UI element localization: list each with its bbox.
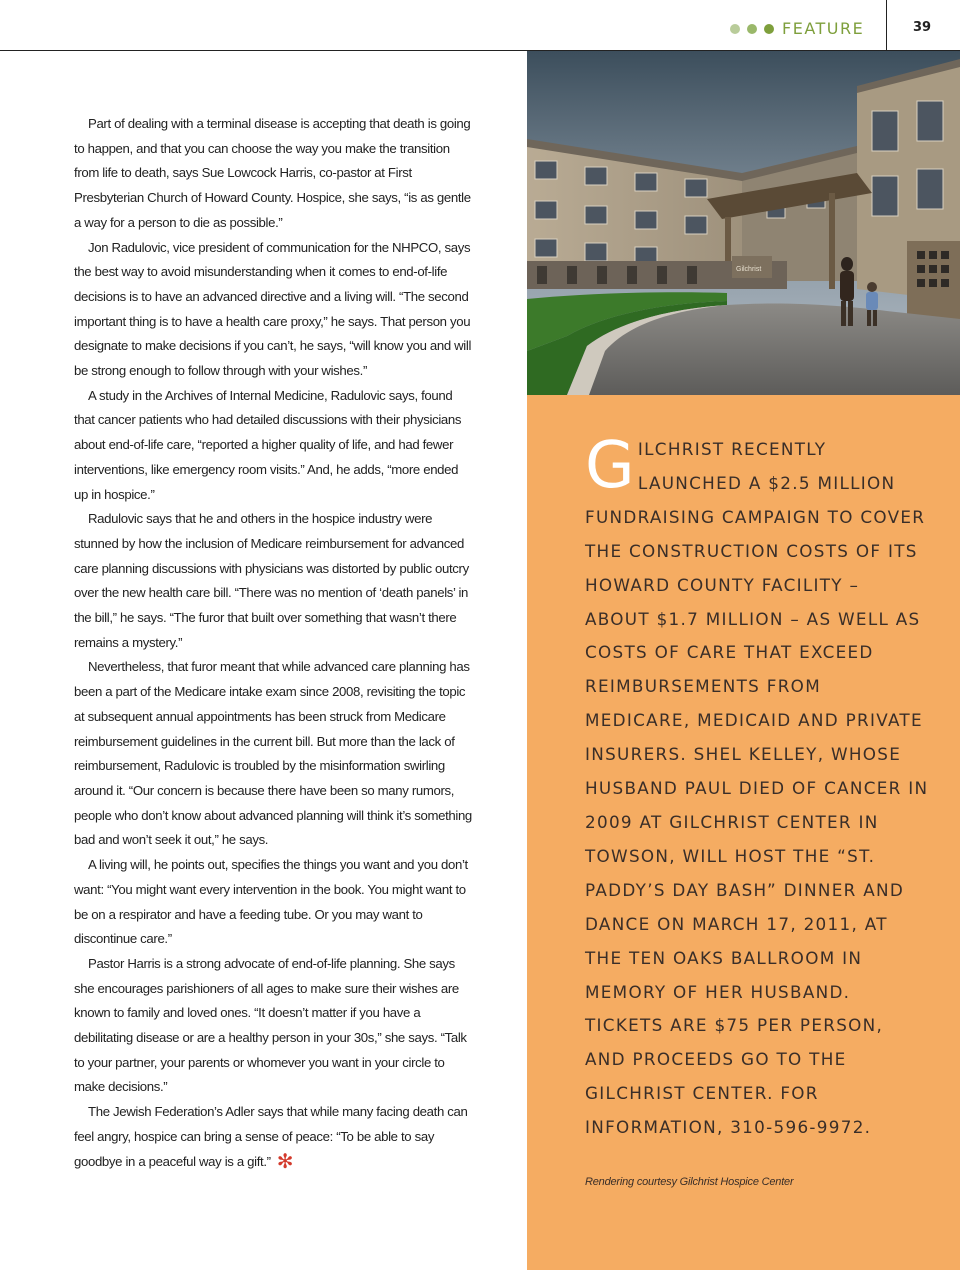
section-label: FEATURE bbox=[782, 19, 865, 38]
sidebar-callout bbox=[585, 429, 930, 1145]
article-paragraph-text: The Jewish Federation’s Adler says that while many facing death can feel angry, hospice can bring a sense of peace: “To be able to say goodbye in a peaceful way is a gift.” bbox=[74, 1104, 468, 1169]
section-dot bbox=[747, 24, 757, 34]
end-mark-icon: ✻ bbox=[276, 1150, 294, 1173]
drop-cap: G bbox=[585, 429, 636, 503]
article-paragraph: Pastor Harris is a strong advocate of end-of-life planning. She says she encourages parishioners of all ages to make sure their wishes are known to family and loved ones. “It doesn’t matter if you have a debilitating disease or are a healthy person in your 30s,” she says. “Talk to your partner, your parents or whomever you want in your circle to make decisions.” bbox=[74, 955, 467, 1095]
article-paragraph: A living will, he points out, specifies the things you want and you don’t want: “You might want every intervention in the book. You might want to be on a respirator and have a feeding tube. Or you may want to discontinue care.” bbox=[74, 857, 468, 947]
article-paragraph: Jon Radulovic, vice president of communication for the NHPCO, says the best way to avoid misunderstanding when it comes to end-of-life decisions is to have an advanced directive and a living will. “The second important thing is to have a health care proxy,” he says. That person you designate to make decisions if you can’t, he says, “will know you and will be strong enough to follow through with your wishes.” bbox=[74, 239, 472, 379]
article-paragraph: Nevertheless, that furor meant that while advanced care planning has been a part of the Medicare intake exam since 2008, revisiting the topic at subsequent annual appointments has been struck from Medicare reimbursement guidelines in the current bill. But more than the lack of reimbursement, Radulovic is troubled by the misinformation swirling around it. “Our concern is because there have been so many rumors, people who don’t know about advanced planning will think it’s something bad and won’t seek it out,” he says. bbox=[74, 659, 472, 848]
sidebar-panel bbox=[527, 395, 960, 1270]
article-paragraph: Part of dealing with a terminal disease is accepting that death is going to happen, and that you can choose the way you make the transition from life to death, says Sue Lowcock Harris, co-pastor at First Presbyterian Church of Howard County. Hospice, she says, “is as gentle a way for a person to die as possible.” bbox=[74, 116, 471, 230]
header-divider bbox=[886, 0, 887, 50]
section-dot bbox=[730, 24, 740, 34]
section-dots bbox=[730, 24, 774, 34]
article-paragraph: A study in the Archives of Internal Medicine, Radulovic says, found that cancer patients who had detailed discussions with their physicians about end-of-life care, “reported a higher quality of life, and had fewer interventions, like emergency room visits.” And, he adds, “more ended up in hospice.” bbox=[74, 387, 462, 502]
article-paragraph-last bbox=[74, 1100, 474, 1174]
article-paragraph: Radulovic says that he and others in the hospice industry were stunned by how the inclusion of Medicare reimbursement for advanced care planning discussions with physicians was distorted by public outcry over the new health care bill. “There was no mention of ‘death panels’ in the bill,” he says. “The furor that built over something that wasn’t there remains a mystery.” bbox=[74, 511, 469, 650]
building-sign: Gilchrist bbox=[736, 266, 762, 273]
building-rendering bbox=[527, 51, 960, 395]
sidebar-callout-text: ILCHRIST RECENTLY LAUNCHED A $2.5 MILLION FUNDRAISING CAMPAIGN TO COVER THE CONSTRUCTION COSTS OF ITS HOWARD COUNTY FACILITY – ABOUT $1.7 MILLION – AS WELL AS COSTS OF CARE THAT EXCEED REIMBURSEMENTS FROM MEDICARE, MEDICAID AND PRIVATE INSURERS. SHEL KELLEY, WHOSE HUSBAND PAUL DIED OF CANCER IN 2009 AT GILCHRIST CENTER IN TOWSON, WILL HOST THE “ST. PADDY’S DAY BASH” DINNER AND DANCE ON MARCH 17, 2011, AT THE TEN OAKS BALLROOM IN MEMORY OF HER HUSBAND. TICKETS ARE $75 PER PERSON, AND PROCEEDS GO TO THE GILCHRIST CENTER. FOR INFORMATION, 310-596-9972. bbox=[585, 439, 929, 1138]
article-body bbox=[74, 112, 474, 1174]
photo-credit: Rendering courtesy Gilchrist Hospice Center bbox=[585, 1176, 794, 1188]
section-dot bbox=[764, 24, 774, 34]
page-number: 39 bbox=[912, 20, 932, 35]
